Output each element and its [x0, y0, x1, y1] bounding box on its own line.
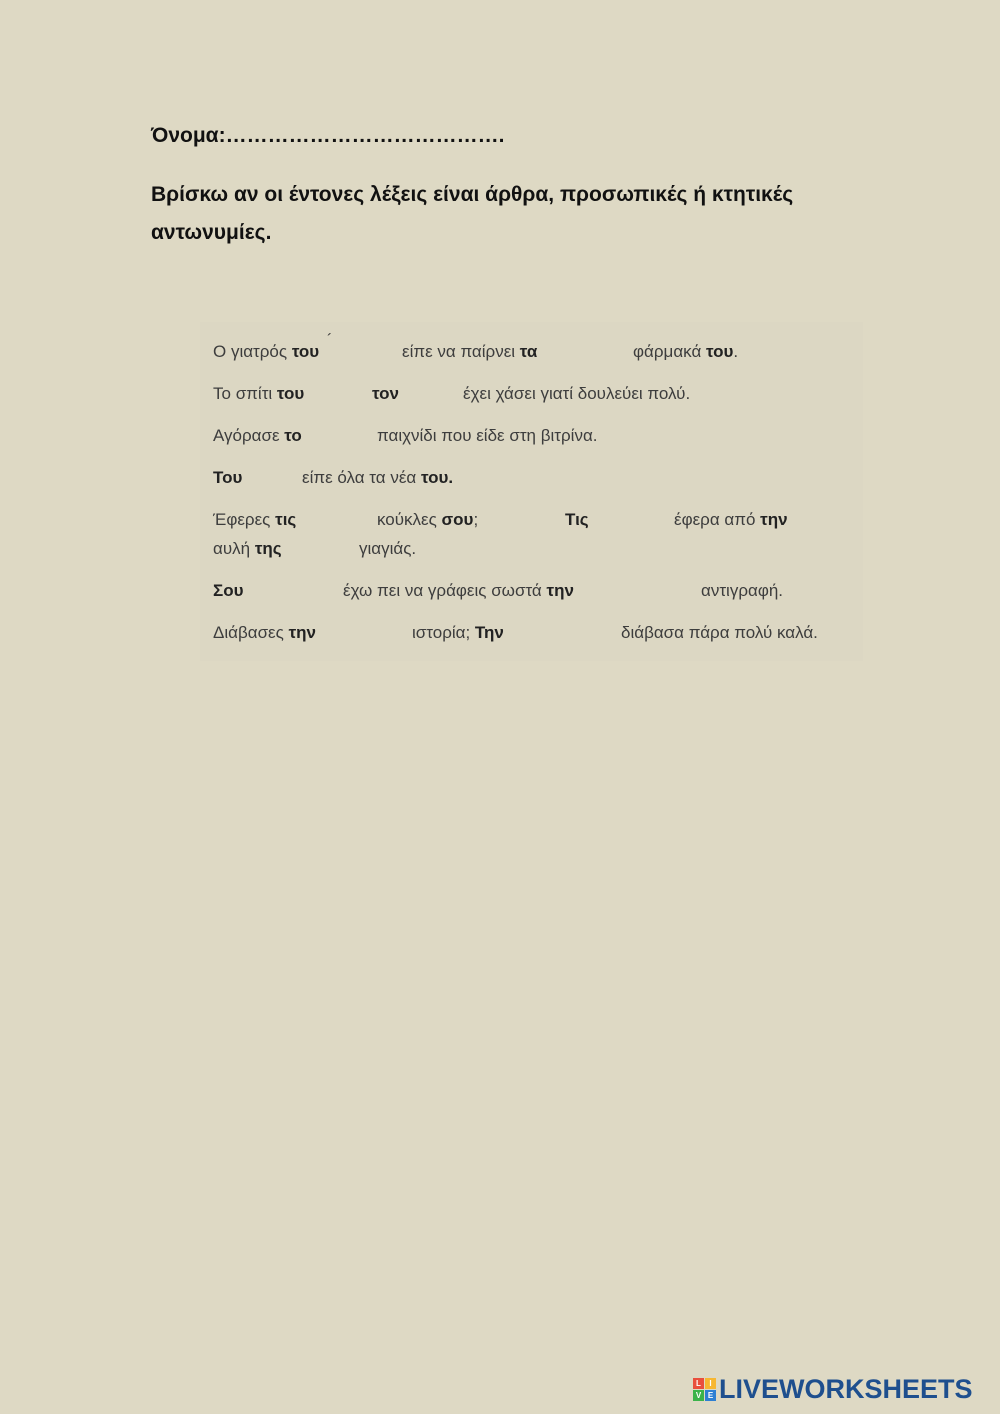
sentence-3 [213, 412, 863, 454]
text: διάβασα πάρα πολύ καλά. [621, 623, 818, 642]
text: έχω πει να γράφεις σωστά την [343, 581, 574, 600]
name-line: Όνομα:…………………………………. [151, 124, 505, 147]
watermark-text: LIVEWORKSHEETS [719, 1374, 973, 1404]
text: Τις [565, 510, 589, 529]
text: φάρμακά του. [633, 342, 739, 361]
text: γιαγιάς. [359, 539, 417, 558]
text: Του [213, 468, 243, 487]
text: Ο γιατρός του [213, 342, 320, 361]
accent-mark: ´ [327, 332, 333, 349]
text: τον [372, 384, 399, 403]
logo-letter: I [705, 1378, 716, 1389]
text: είπε όλα τα νέα του. [302, 468, 454, 487]
sentence-4 [213, 454, 863, 496]
text: αυλή της [213, 539, 282, 558]
text: Διάβασες την [213, 623, 316, 642]
text: κούκλες σου; [377, 510, 479, 529]
instructions: Βρίσκω αν οι έντονες λέξεις είναι άρθρα, προσωπικές ή κτητικές αντωνυμίες. [151, 183, 794, 244]
sentence-1 [213, 328, 863, 370]
text: ιστορία; Την [412, 623, 504, 642]
exercise-box [200, 322, 863, 661]
text: Σου [213, 581, 244, 600]
sentence-5 [213, 496, 863, 567]
text: έχει χάσει γιατί δουλεύει πολύ. [463, 384, 691, 403]
sentence-7 [213, 609, 863, 651]
sentence-2 [213, 370, 863, 412]
sentence-6 [213, 567, 863, 609]
text: παιχνίδι που είδε στη βιτρίνα. [377, 426, 598, 445]
text: Το σπίτι του [213, 384, 305, 403]
logo-letter: E [705, 1390, 716, 1401]
liveworksheets-logo-icon [693, 1378, 716, 1401]
text: έφερα από την [674, 510, 788, 529]
text: Αγόρασε το [213, 426, 302, 445]
liveworksheets-watermark [693, 1374, 973, 1405]
logo-letter: L [693, 1378, 704, 1389]
logo-letter: V [693, 1390, 704, 1401]
text: είπε να παίρνει τα [402, 342, 538, 361]
text: Έφερες τις [213, 510, 297, 529]
text: αντιγραφή. [701, 581, 784, 600]
